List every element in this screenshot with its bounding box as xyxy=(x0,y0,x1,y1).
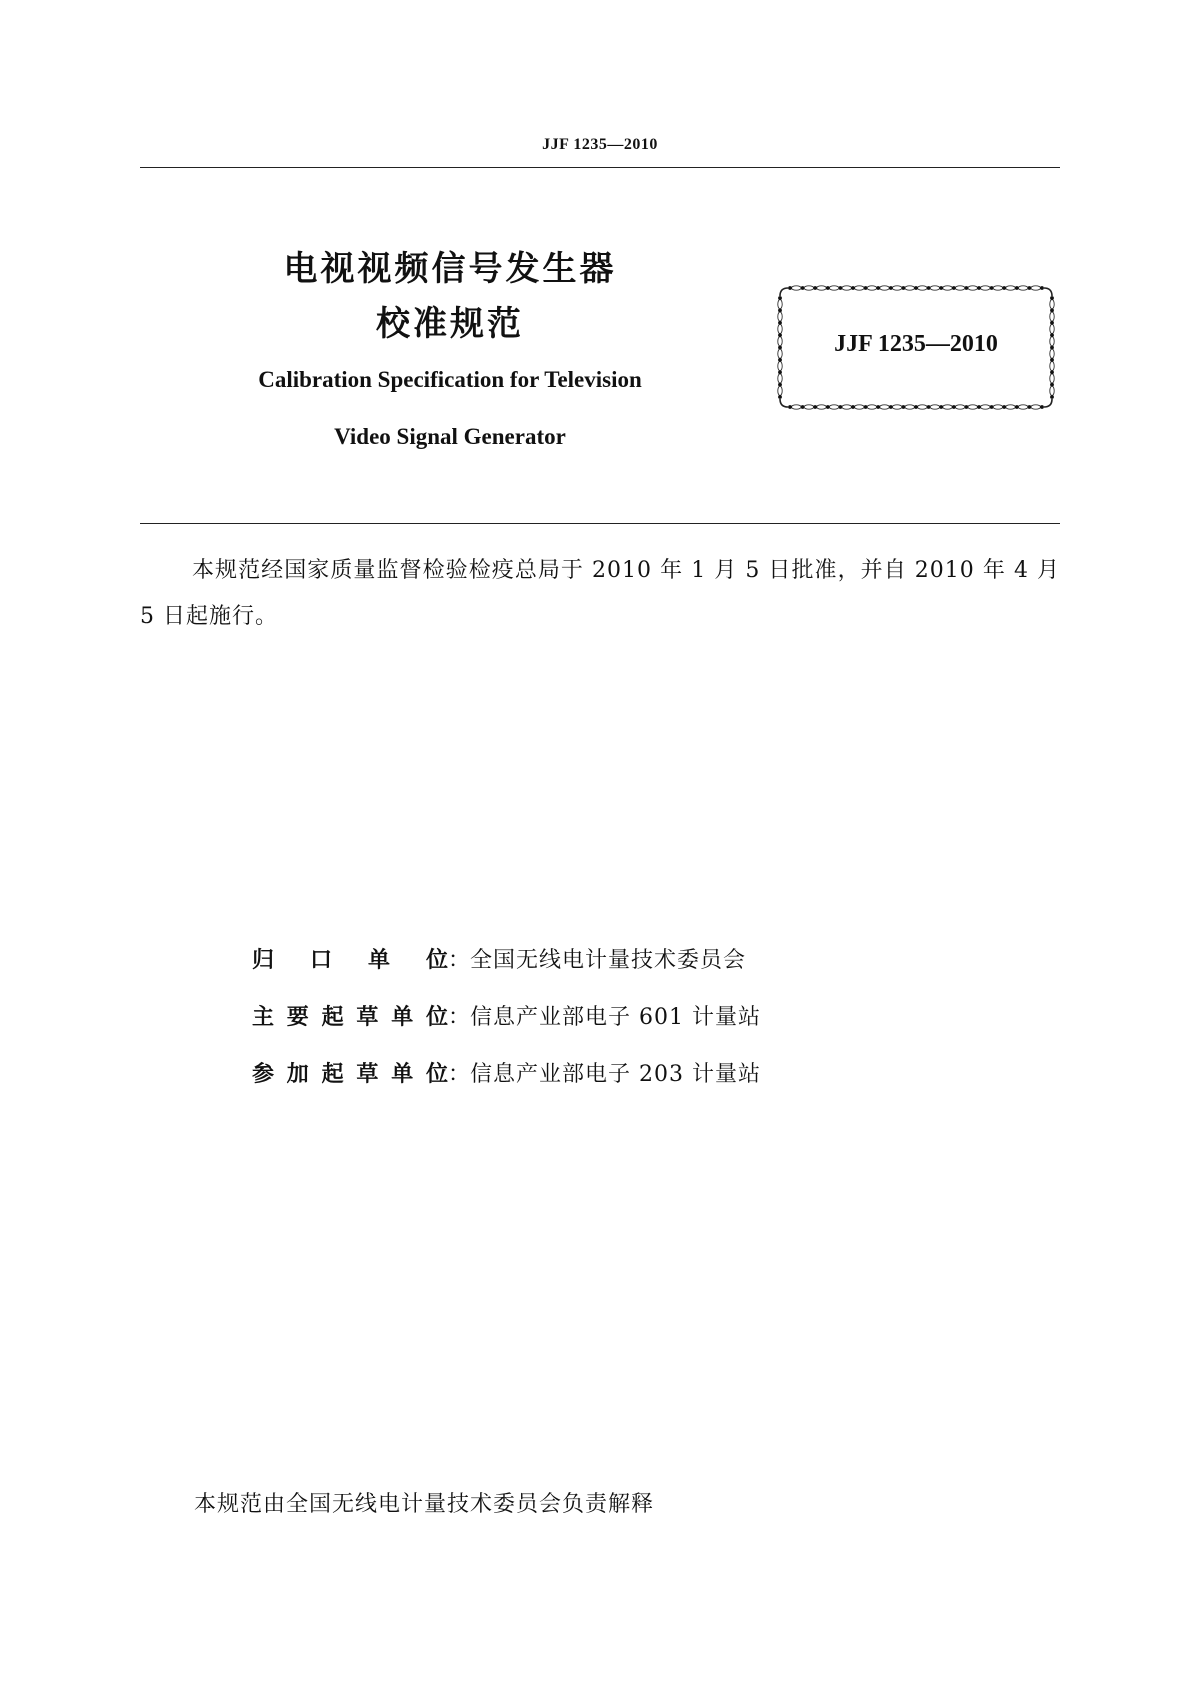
org-row-main-drafter xyxy=(252,998,952,1038)
org-label: 参加起草单位 xyxy=(252,1062,448,1087)
border-bead xyxy=(1050,383,1054,387)
border-bead xyxy=(965,286,969,290)
border-link xyxy=(778,361,782,370)
border-link xyxy=(968,286,978,290)
border-bead xyxy=(1040,286,1044,290)
border-link xyxy=(804,405,814,409)
border-bead xyxy=(990,405,994,409)
border-bead xyxy=(851,405,855,409)
approval-statement: 本规范经国家质量监督检验检疫总局于 2010 年 1 月 5 日批准，并自 2010 年 4 月 5 日起施行。 xyxy=(140,558,1060,629)
border-bead xyxy=(778,308,782,312)
border-bead xyxy=(1050,296,1054,300)
border-bead xyxy=(813,405,817,409)
border-bead xyxy=(965,405,969,409)
standard-code-box xyxy=(777,285,1055,410)
org-value: 全国无线电计量技术委员会 xyxy=(470,948,747,973)
border-bead xyxy=(977,405,981,409)
border-bead xyxy=(778,370,782,374)
border-bead xyxy=(902,286,906,290)
border-bead xyxy=(939,405,943,409)
border-link xyxy=(880,286,890,290)
border-link xyxy=(943,405,953,409)
border-link xyxy=(829,405,839,409)
border-link xyxy=(993,405,1003,409)
border-bead xyxy=(902,405,906,409)
org-value: 信息产业部电子 203 计量站 xyxy=(470,1062,761,1087)
border-bead xyxy=(801,286,805,290)
border-bead xyxy=(952,286,956,290)
border-link xyxy=(1050,361,1054,370)
border-bead xyxy=(839,405,843,409)
border-link xyxy=(1018,286,1028,290)
border-link xyxy=(918,286,928,290)
title-chinese-line-2: 校准规范 xyxy=(376,304,524,344)
border-link xyxy=(1050,374,1054,383)
code-box-label: JJF 1235—2010 xyxy=(834,331,998,357)
org-row-responsible-unit xyxy=(252,941,952,981)
border-bead xyxy=(1015,286,1019,290)
border-link xyxy=(778,300,782,309)
border-bead xyxy=(927,405,931,409)
border-bead xyxy=(1002,405,1006,409)
border-bead xyxy=(1002,286,1006,290)
border-bead xyxy=(1028,286,1032,290)
border-bead xyxy=(778,358,782,362)
org-colon: ： xyxy=(448,1005,471,1030)
border-link xyxy=(778,386,782,395)
org-label: 主要起草单位 xyxy=(252,1005,448,1030)
border-bead xyxy=(876,405,880,409)
border-bead xyxy=(826,405,830,409)
border-link xyxy=(804,286,814,290)
border-link xyxy=(855,405,865,409)
border-link xyxy=(855,286,865,290)
border-bead xyxy=(1050,358,1054,362)
border-link xyxy=(981,286,991,290)
border-bead xyxy=(977,286,981,290)
border-link xyxy=(792,286,802,290)
border-bead xyxy=(889,405,893,409)
border-bead xyxy=(990,286,994,290)
border-bead xyxy=(788,405,792,409)
border-bead xyxy=(1050,321,1054,325)
border-bead xyxy=(801,405,805,409)
border-link xyxy=(968,405,978,409)
border-link xyxy=(842,405,852,409)
border-link xyxy=(892,405,902,409)
border-bead xyxy=(813,286,817,290)
org-colon: ： xyxy=(448,948,471,973)
border-link xyxy=(943,286,953,290)
header-rule xyxy=(140,167,1060,168)
border-link xyxy=(905,286,915,290)
border-bead xyxy=(939,286,943,290)
border-link xyxy=(867,286,877,290)
border-bead xyxy=(788,286,792,290)
border-link xyxy=(778,374,782,383)
border-link xyxy=(792,405,802,409)
border-link xyxy=(955,405,965,409)
border-link xyxy=(981,405,991,409)
border-link xyxy=(829,286,839,290)
header-standard-code: JJF 1235—2010 xyxy=(542,136,658,153)
border-bead xyxy=(876,286,880,290)
border-bead xyxy=(864,286,868,290)
border-link xyxy=(905,405,915,409)
border-bead xyxy=(1050,395,1054,399)
title-english-line-2: Video Signal Generator xyxy=(334,424,566,449)
org-colon: ： xyxy=(448,1062,471,1087)
border-link xyxy=(892,286,902,290)
border-link xyxy=(1050,300,1054,309)
border-link xyxy=(1050,312,1054,321)
border-bead xyxy=(1028,405,1032,409)
border-bead xyxy=(927,286,931,290)
border-link xyxy=(930,286,940,290)
border-bead xyxy=(826,286,830,290)
border-link xyxy=(918,405,928,409)
interpretation-note: 本规范由全国无线电计量技术委员会负责解释 xyxy=(194,1492,655,1517)
org-row-participating-drafter xyxy=(252,1055,952,1095)
border-bead xyxy=(1040,405,1044,409)
border-bead xyxy=(864,405,868,409)
border-bead xyxy=(778,296,782,300)
border-link xyxy=(867,405,877,409)
border-bead xyxy=(778,383,782,387)
border-bead xyxy=(1050,370,1054,374)
border-bead xyxy=(1050,308,1054,312)
border-link xyxy=(880,405,890,409)
border-link xyxy=(817,405,827,409)
border-link xyxy=(1006,405,1016,409)
border-bead xyxy=(914,405,918,409)
border-link xyxy=(1018,405,1028,409)
border-bead xyxy=(839,286,843,290)
border-bead xyxy=(889,286,893,290)
border-bead xyxy=(914,286,918,290)
border-link xyxy=(817,286,827,290)
border-link xyxy=(1031,286,1041,290)
border-link xyxy=(1031,405,1041,409)
border-bead xyxy=(952,405,956,409)
border-link xyxy=(842,286,852,290)
org-value: 信息产业部电子 601 计量站 xyxy=(470,1005,761,1030)
border-link xyxy=(930,405,940,409)
border-bead xyxy=(778,395,782,399)
border-link xyxy=(1050,386,1054,395)
border-link xyxy=(955,286,965,290)
org-label: 归口单位 xyxy=(252,948,448,973)
title-english-line-1: Calibration Specification for Television xyxy=(258,367,642,392)
border-bead xyxy=(778,321,782,325)
border-link xyxy=(993,286,1003,290)
border-bead xyxy=(1015,405,1019,409)
border-link xyxy=(778,312,782,321)
title-chinese-line-1: 电视视频信号发生器 xyxy=(283,249,617,289)
border-bead xyxy=(851,286,855,290)
border-link xyxy=(1006,286,1016,290)
section-rule xyxy=(140,523,1060,524)
